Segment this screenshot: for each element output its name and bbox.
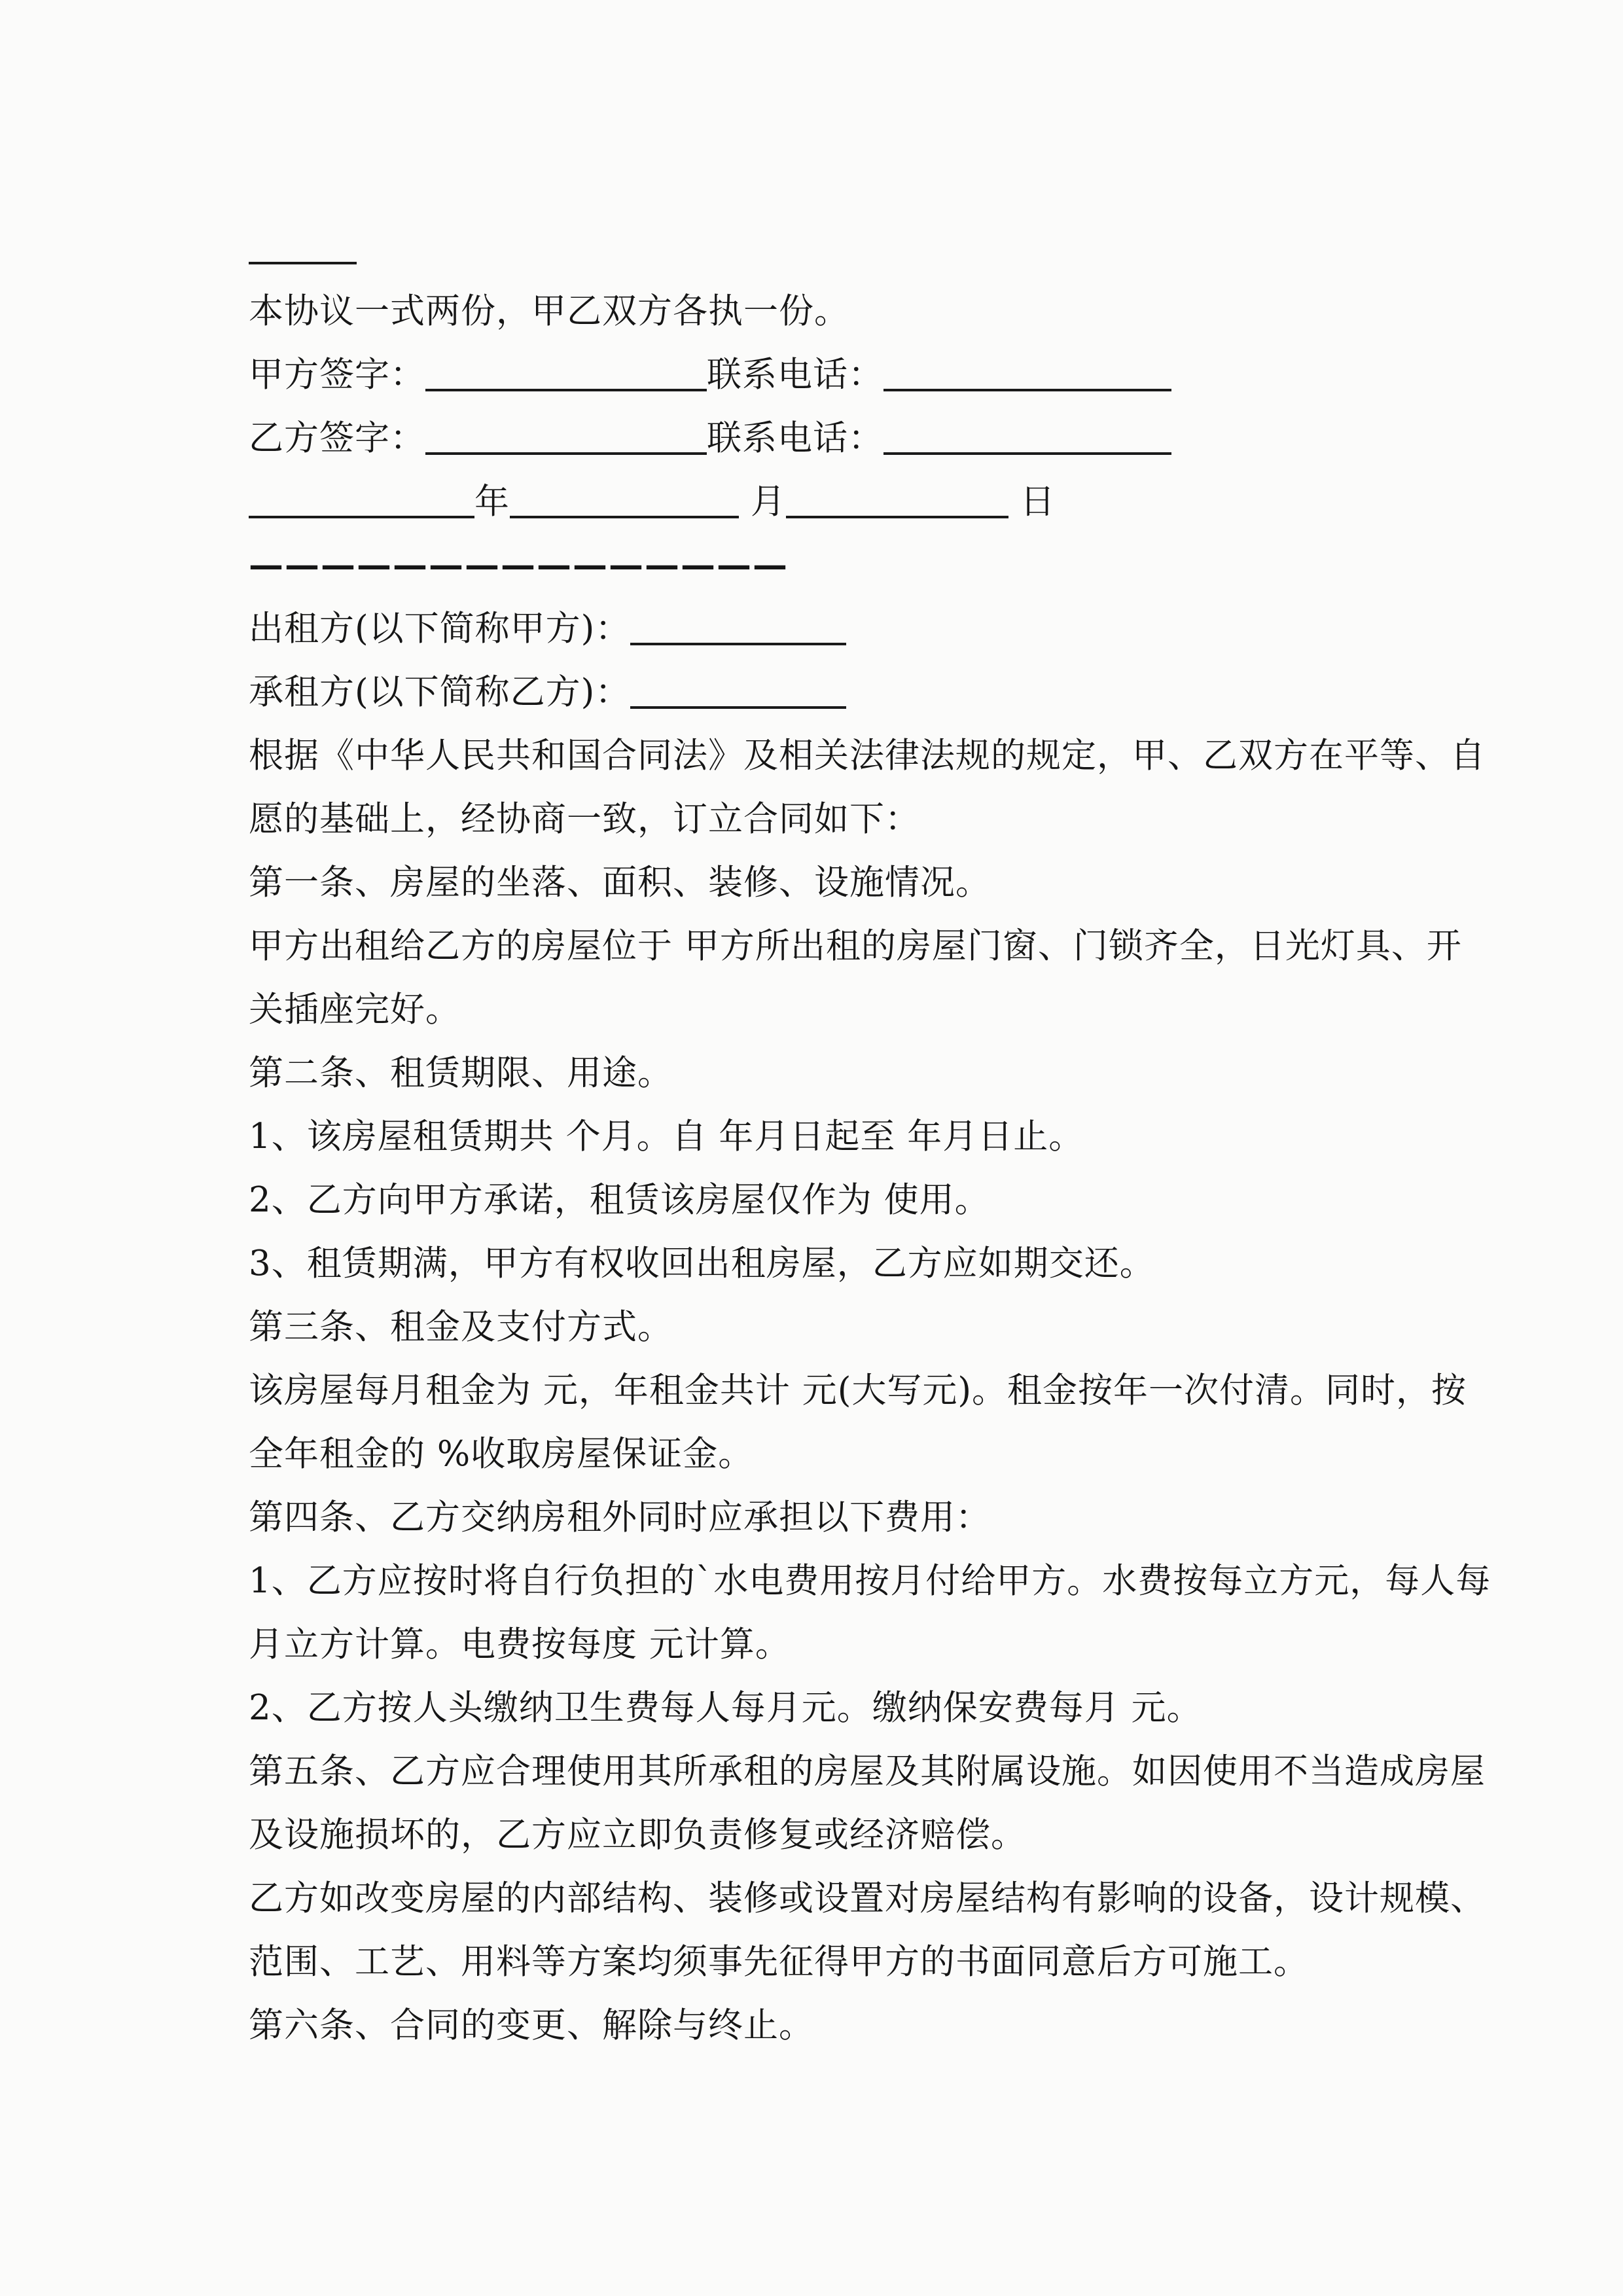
document-line	[249, 1740, 1486, 1803]
text-run: 1、乙方应按时将自行负担的`水电费用按月付给甲方。水费按每立方元，每人每	[249, 1561, 1491, 1601]
text-run: 该房屋每月租金为 元，年租金共计 元(大写元)。租金按年一次付清。同时，按	[249, 1371, 1467, 1410]
document-line	[249, 1359, 1467, 1422]
fill-in-blank	[883, 389, 1171, 391]
fill-in-blank	[630, 706, 846, 709]
text-run: 第六条、合同的变更、解除与终止。	[249, 2005, 814, 2045]
document-line	[249, 1549, 1491, 1613]
text-run: 关插座完好。	[249, 990, 461, 1030]
document-line	[249, 216, 1427, 279]
fill-in-blank	[510, 516, 739, 518]
document-line	[249, 1676, 1427, 1740]
document-line	[249, 1803, 1427, 1867]
document-line	[249, 851, 1427, 914]
fill-in-blank	[786, 516, 1008, 518]
text-run: 第四条、乙方交纳房租外同时应承担以下费用：	[249, 1498, 991, 1537]
document-line	[249, 470, 1427, 533]
text-run: 日	[1008, 482, 1056, 522]
text-run: 乙方如改变房屋的内部结构、装修或设置对房屋结构有影响的设备，设计规模、	[249, 1878, 1486, 1918]
fill-in-blank	[425, 452, 707, 455]
contract-document	[249, 216, 1491, 2057]
text-run: 第三条、租金及支付方式。	[249, 1307, 673, 1347]
fill-in-blank	[630, 643, 846, 645]
document-line	[249, 1168, 1427, 1232]
document-line	[249, 1613, 1427, 1676]
document-line	[249, 1041, 1427, 1105]
text-run: 愿的基础上，经协商一致，订立合同如下：	[249, 799, 920, 839]
document-line	[249, 1867, 1486, 1930]
fill-in-blank	[883, 452, 1171, 455]
text-run: 第一条、房屋的坐落、面积、装修、设施情况。	[249, 863, 991, 903]
document-line	[249, 1295, 1427, 1359]
text-run: 3、租赁期满，甲方有权收回出租房屋，乙方应如期交还。	[249, 1244, 1155, 1283]
document-line	[249, 1422, 1427, 1486]
document-line	[249, 787, 1427, 851]
document-line	[249, 1105, 1427, 1168]
text-run: 根据《中华人民共和国合同法》及相关法律法规的规定，甲、乙双方在平等、自	[249, 736, 1486, 776]
text-run: 2、乙方按人头缴纳卫生费每人每月元。缴纳保安费每月 元。	[249, 1688, 1202, 1728]
document-line	[249, 1930, 1427, 1994]
fill-in-blank	[249, 516, 474, 518]
text-run: 本协议一式两份，甲乙双方各执一份。	[249, 291, 849, 331]
document-line	[249, 660, 1427, 724]
document-line	[249, 724, 1486, 787]
document-line	[249, 1994, 1427, 2057]
text-run: 甲方签字：	[249, 355, 425, 395]
text-run: 联系电话：	[707, 418, 883, 458]
fill-in-blank	[425, 389, 707, 391]
document-line	[249, 914, 1462, 978]
fill-in-blank	[249, 262, 357, 264]
document-line	[249, 279, 1427, 343]
text-run: 承租方(以下简称乙方)：	[249, 672, 631, 712]
document-line	[249, 597, 1427, 660]
text-run: 全年租金的 %收取房屋保证金。	[249, 1434, 754, 1474]
document-line	[249, 406, 1427, 470]
text-run: 2、乙方向甲方承诺，租赁该房屋仅作为 使用。	[249, 1180, 990, 1220]
document-line	[249, 978, 1427, 1041]
text-run: 月	[739, 482, 786, 522]
text-run: 第五条、乙方应合理使用其所承租的房屋及其附属设施。如因使用不当造成房屋	[249, 1751, 1486, 1791]
text-run: 月立方计算。电费按每度 元计算。	[249, 1624, 791, 1664]
text-run: 及设施损坏的，乙方应立即负责修复或经济赔偿。	[249, 1815, 1026, 1855]
document-line	[249, 343, 1427, 406]
text-run: ———————————————	[249, 545, 789, 585]
document-line	[249, 1232, 1427, 1295]
text-run: 1、该房屋租赁期共 个月。自 年月日起至 年月日止。	[249, 1117, 1084, 1157]
section-divider-line	[249, 533, 1427, 597]
text-run: 年	[474, 482, 510, 522]
text-run: 甲方出租给乙方的房屋位于 甲方所出租的房屋门窗、门锁齐全，日光灯具、开	[249, 926, 1462, 966]
text-run: 范围、工艺、用料等方案均须事先征得甲方的书面同意后方可施工。	[249, 1942, 1309, 1982]
text-run: 联系电话：	[707, 355, 883, 395]
text-run: 第二条、租赁期限、用途。	[249, 1053, 673, 1093]
text-run: 乙方签字：	[249, 418, 425, 458]
document-line	[249, 1486, 1427, 1549]
text-run: 出租方(以下简称甲方)：	[249, 609, 631, 649]
